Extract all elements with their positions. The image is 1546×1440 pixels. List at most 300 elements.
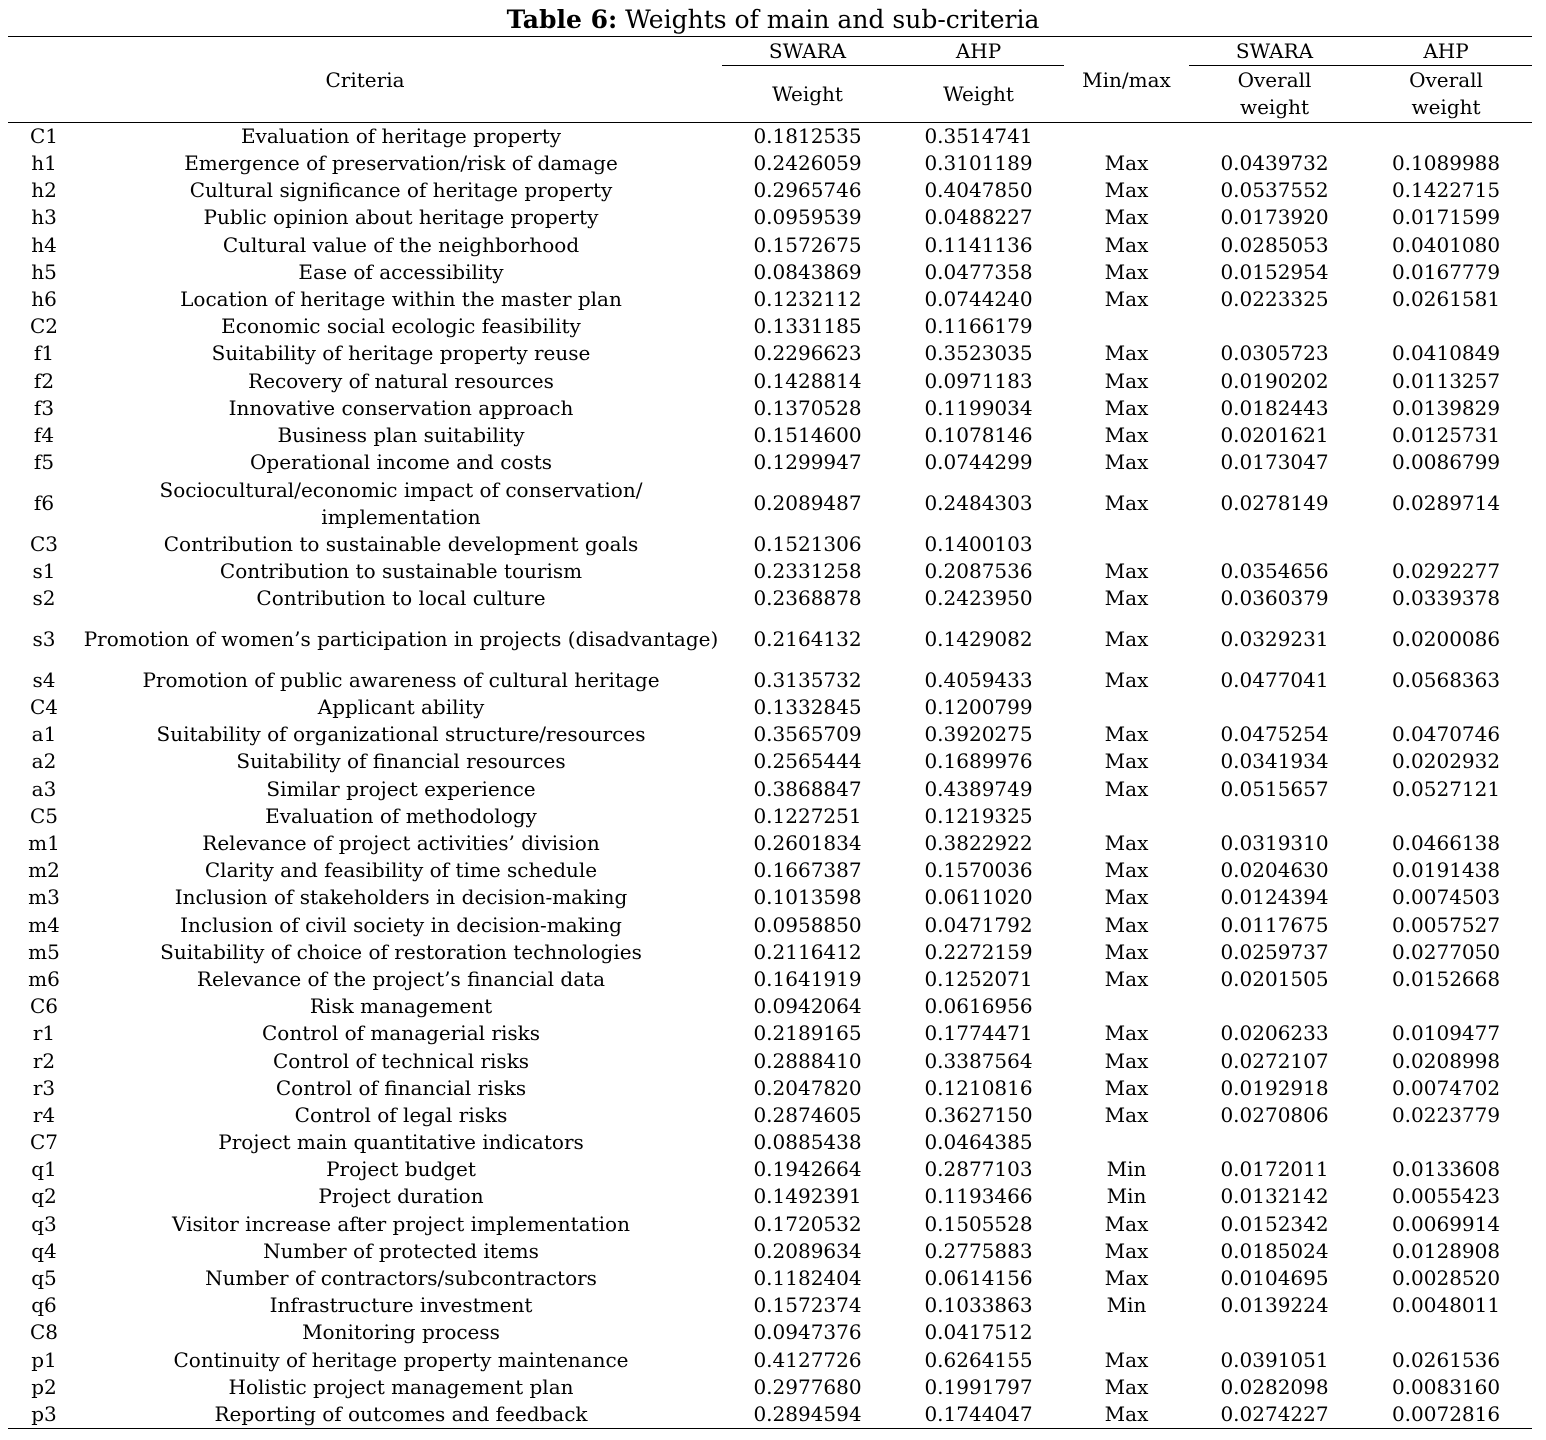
minmax-cell: Max — [1104, 1347, 1149, 1372]
swara-weight-cell: 0.1514600 — [753, 422, 862, 447]
table-row — [8, 1292, 1532, 1319]
row-id: m1 — [28, 831, 60, 856]
ahp-weight-header: Weight — [943, 81, 1014, 106]
criteria-cell: Cultural significance of heritage property — [189, 178, 613, 203]
ahp-header: AHP — [893, 37, 1064, 66]
minmax-cell: Max — [1104, 966, 1149, 991]
swara-weight-cell: 0.2965746 — [753, 178, 862, 203]
ahp-weight-cell: 0.1400103 — [924, 531, 1033, 556]
minmax-cell: Max — [1104, 667, 1149, 692]
table-caption — [0, 4, 1546, 36]
criteria-cell: Risk management — [309, 994, 493, 1019]
swara-overall-cell: 0.0139224 — [1220, 1293, 1329, 1318]
ahp-overall-cell: 0.1422715 — [1391, 178, 1501, 203]
row-id: a1 — [31, 722, 57, 747]
row-id: s3 — [32, 627, 56, 652]
ahp-weight-cell: 0.1193466 — [924, 1184, 1033, 1209]
ahp-overall-cell: 0.0277050 — [1391, 939, 1501, 964]
ahp-weight-cell: 0.1505528 — [924, 1211, 1033, 1236]
swara-weight-cell: 0.0959539 — [753, 205, 862, 230]
ahp-overall-cell: 0.0466138 — [1391, 831, 1501, 856]
swara-overall-cell: 0.0439732 — [1220, 151, 1329, 176]
swara-overall-cell — [1189, 531, 1360, 558]
ahp-weight-cell: 0.0744299 — [924, 450, 1033, 475]
ahp-weight-cell: 0.4047850 — [924, 178, 1033, 203]
swara-overall-cell: 0.0104695 — [1220, 1266, 1329, 1291]
minmax-cell: Max — [1104, 341, 1149, 366]
row-id: C7 — [29, 1130, 59, 1155]
table-row — [8, 612, 1532, 667]
table-row — [8, 150, 1532, 177]
table-row — [8, 395, 1532, 422]
minmax-cell — [1064, 531, 1189, 558]
table-row — [8, 1319, 1532, 1346]
criteria-cell: Contribution to local culture — [256, 586, 546, 611]
row-id: r2 — [32, 1048, 56, 1073]
ahp-overall-cell: 0.0125731 — [1391, 422, 1501, 447]
swara-weight-cell: 0.2116412 — [753, 939, 862, 964]
row-id: h6 — [31, 287, 57, 312]
criteria-cell: Clarity and feasibility of time schedule — [204, 858, 598, 883]
swara-overall-cell: 0.0391051 — [1220, 1347, 1329, 1372]
minmax-cell: Max — [1104, 776, 1149, 801]
ahp-overall-cell: 0.0261581 — [1391, 287, 1501, 312]
row-id: r4 — [32, 1102, 56, 1127]
ahp-overall-cell: 0.0292277 — [1391, 559, 1501, 584]
ahp-overall-cell: 0.0113257 — [1391, 368, 1501, 393]
swara-overall-cell — [1189, 1319, 1360, 1346]
table-row — [8, 1347, 1532, 1374]
swara-overall-cell: 0.0223325 — [1220, 287, 1329, 312]
minmax-cell: Max — [1104, 1075, 1149, 1100]
ahp-weight-cell: 0.6264155 — [924, 1347, 1033, 1372]
criteria-header: Criteria — [325, 67, 405, 92]
ahp-weight-cell: 0.3514741 — [924, 124, 1033, 148]
row-id: f5 — [33, 450, 55, 475]
ahp-weight-cell: 0.0417512 — [924, 1320, 1033, 1345]
table-row — [8, 776, 1532, 803]
swara-overall-cell: 0.0192918 — [1220, 1075, 1329, 1100]
swara-weight-cell: 0.1812535 — [753, 124, 862, 148]
swara-weight-cell: 0.1232112 — [753, 287, 862, 312]
minmax-cell: Max — [1104, 749, 1149, 774]
minmax-cell: Max — [1104, 450, 1149, 475]
minmax-cell: Max — [1104, 178, 1149, 203]
swara-overall-cell: 0.0190202 — [1220, 368, 1329, 393]
table-row — [8, 857, 1532, 884]
table-row — [8, 177, 1532, 204]
table-row — [8, 1265, 1532, 1292]
criteria-cell: Relevance of project activities’ division — [202, 831, 600, 856]
minmax-cell: Max — [1104, 939, 1149, 964]
table-row — [8, 1102, 1532, 1129]
swara-overall-cell: 0.0360379 — [1220, 586, 1329, 611]
swara-weight-cell: 0.3135732 — [753, 667, 862, 692]
criteria-cell: Project duration — [318, 1184, 484, 1209]
swara-overall-cell — [1189, 803, 1360, 830]
row-id: a3 — [31, 776, 57, 801]
ahp-weight-cell: 0.2272159 — [924, 939, 1033, 964]
criteria-cell: Evaluation of methodology — [265, 803, 537, 828]
table-row — [8, 476, 1532, 531]
ahp-weight-cell: 0.1252071 — [924, 966, 1033, 991]
ahp-overall-cell: 0.0083160 — [1391, 1374, 1501, 1399]
ahp-weight-cell: 0.2423950 — [924, 586, 1033, 611]
criteria-cell: Number of contractors/subcontractors — [205, 1266, 597, 1291]
minmax-cell — [1064, 313, 1189, 340]
minmax-cell: Min — [1106, 1184, 1147, 1209]
minmax-cell: Max — [1104, 912, 1149, 937]
table-row — [8, 259, 1532, 286]
swara-overall-cell: 0.0259737 — [1220, 939, 1329, 964]
ahp-weight-cell: 0.0611020 — [924, 885, 1033, 910]
table-row — [8, 1401, 1532, 1429]
ahp-weight-cell: 0.0477358 — [924, 259, 1033, 284]
minmax-cell: Max — [1104, 287, 1149, 312]
minmax-cell: Min — [1106, 1157, 1147, 1182]
row-id: m5 — [28, 939, 60, 964]
criteria-cell: Similar project experience — [266, 776, 536, 801]
criteria-cell: Control of managerial risks — [262, 1021, 540, 1046]
criteria-cell: Continuity of heritage property maintenance — [173, 1347, 629, 1372]
ahp-weight-cell: 0.3920275 — [924, 722, 1033, 747]
row-id: q6 — [31, 1293, 57, 1318]
table-row — [8, 286, 1532, 313]
swara-overall-header: Overall weight — [1237, 68, 1312, 119]
caption-text: Weights of main and sub-criteria — [617, 5, 1040, 34]
row-id: s1 — [32, 559, 56, 584]
table-row — [8, 1374, 1532, 1401]
ahp-weight-cell: 0.0744240 — [924, 287, 1033, 312]
row-id: f2 — [33, 368, 55, 393]
ahp-overall-cell: 0.0208998 — [1391, 1048, 1501, 1073]
criteria-cell: Contribution to sustainable development goals — [163, 531, 639, 556]
swara-overall-cell: 0.0152342 — [1220, 1211, 1329, 1236]
ahp-overall-cell: 0.0139829 — [1391, 395, 1501, 420]
swara-weight-cell: 0.2894594 — [753, 1401, 862, 1426]
criteria-cell: Location of heritage within the master plan — [180, 287, 622, 312]
criteria-cell: Ease of accessibility — [298, 259, 504, 284]
minmax-cell: Max — [1104, 1021, 1149, 1046]
criteria-cell: Number of protected items — [263, 1238, 539, 1263]
row-id: m3 — [28, 885, 60, 910]
ahp-overall-cell: 0.0527121 — [1391, 776, 1501, 801]
ahp-overall-cell: 0.0261536 — [1391, 1347, 1501, 1372]
minmax-cell: Max — [1104, 885, 1149, 910]
criteria-cell: Public opinion about heritage property — [203, 205, 599, 230]
criteria-cell: Suitability of choice of restoration technologies — [160, 939, 642, 964]
row-id: q4 — [31, 1238, 57, 1263]
swara-overall-cell: 0.0182443 — [1220, 395, 1329, 420]
criteria-cell: Cultural value of the neighborhood — [222, 232, 580, 257]
row-id: C3 — [29, 531, 59, 556]
ahp-weight-cell: 0.1078146 — [924, 422, 1033, 447]
swara-weight-cell: 0.0843869 — [753, 259, 862, 284]
ahp-weight-cell: 0.1774471 — [924, 1021, 1033, 1046]
swara-weight-cell: 0.0947376 — [753, 1320, 862, 1345]
table-body — [8, 123, 1532, 1429]
criteria-cell: Emergence of preservation/risk of damage — [184, 151, 618, 176]
swara-weight-cell: 0.2089487 — [753, 491, 862, 515]
row-id: p1 — [31, 1347, 57, 1372]
swara-weight-cell: 0.2874605 — [753, 1102, 862, 1127]
ahp-overall-cell: 0.0128908 — [1391, 1238, 1501, 1263]
ahp-overall-cell: 0.1089988 — [1391, 151, 1501, 176]
ahp-overall-cell: 0.0086799 — [1391, 450, 1501, 475]
criteria-cell: Suitability of heritage property reuse — [211, 341, 591, 366]
minmax-cell: Max — [1104, 232, 1149, 257]
swara-overall-cell — [1189, 313, 1360, 340]
swara-overall-cell: 0.0185024 — [1220, 1238, 1329, 1263]
swara-overall-cell: 0.0319310 — [1220, 831, 1329, 856]
criteria-cell: Relevance of the project’s financial data — [196, 966, 606, 991]
minmax-cell — [1064, 694, 1189, 721]
ahp-overall-cell: 0.0200086 — [1391, 627, 1501, 652]
swara-overall-cell: 0.0132142 — [1220, 1184, 1329, 1209]
criteria-cell: Sociocultural/economic impact of conservation/ implementation — [159, 477, 643, 529]
ahp-overall-cell: 0.0289714 — [1391, 491, 1501, 515]
swara-weight-cell: 0.0885438 — [753, 1130, 862, 1155]
minmax-cell: Max — [1104, 1048, 1149, 1073]
weights-table — [8, 36, 1532, 1429]
row-id: f3 — [33, 395, 55, 420]
table-row — [8, 531, 1532, 558]
minmax-cell: Max — [1104, 1102, 1149, 1127]
swara-weight-cell: 0.1428814 — [753, 368, 862, 393]
swara-overall-cell: 0.0515657 — [1220, 776, 1329, 801]
row-id: s4 — [32, 667, 56, 692]
criteria-cell: Project budget — [326, 1157, 476, 1182]
criteria-cell: Infrastructure investment — [269, 1293, 533, 1318]
ahp-overall-cell: 0.0410849 — [1391, 341, 1501, 366]
swara-weight-cell: 0.1667387 — [753, 858, 862, 883]
ahp-overall-cell: 0.0202932 — [1391, 749, 1501, 774]
minmax-cell: Max — [1104, 205, 1149, 230]
ahp-weight-cell: 0.2877103 — [924, 1157, 1033, 1182]
swara-overall-cell: 0.0173920 — [1220, 205, 1329, 230]
swara-weight-cell: 0.2426059 — [753, 151, 862, 176]
ahp-weight-cell: 0.1141136 — [924, 232, 1033, 257]
minmax-cell: Max — [1104, 627, 1149, 652]
table-row — [8, 748, 1532, 775]
row-id: f1 — [33, 341, 55, 366]
table-row — [8, 340, 1532, 367]
ahp-weight-cell: 0.0464385 — [924, 1130, 1033, 1155]
criteria-cell: Economic social ecologic feasibility — [221, 314, 581, 339]
criteria-cell: Innovative conservation approach — [228, 395, 574, 420]
table-row — [8, 721, 1532, 748]
table-row — [8, 830, 1532, 857]
criteria-cell: Business plan suitability — [277, 422, 525, 447]
swara-weight-cell: 0.3868847 — [753, 776, 862, 801]
criteria-cell: Applicant ability — [317, 695, 485, 720]
ahp-weight-cell: 0.3627150 — [924, 1102, 1033, 1127]
table-row — [8, 123, 1532, 151]
table-row — [8, 204, 1532, 231]
swara-overall-cell — [1189, 694, 1360, 721]
table-row — [8, 368, 1532, 395]
criteria-cell: Contribution to sustainable tourism — [219, 559, 583, 584]
ahp-overall-cell — [1360, 803, 1532, 830]
swara-weight-cell: 0.2368878 — [753, 586, 862, 611]
swara-weight-cell: 0.1332845 — [753, 695, 862, 720]
row-id: r3 — [32, 1075, 56, 1100]
row-id: f4 — [33, 422, 55, 447]
criteria-cell: Holistic project management plan — [228, 1374, 574, 1399]
criteria-cell: Inclusion of civil society in decision-making — [180, 912, 622, 937]
minmax-cell: Min — [1106, 1293, 1147, 1318]
row-id: h1 — [31, 151, 57, 176]
swara-weight-cell: 0.2296623 — [753, 341, 862, 366]
swara-weight-cell: 0.1641919 — [753, 966, 862, 991]
ahp-weight-cell: 0.4059433 — [924, 667, 1033, 692]
ahp-weight-cell: 0.3387564 — [924, 1048, 1033, 1073]
row-id: C1 — [29, 124, 59, 148]
swara-weight-cell: 0.2164132 — [753, 627, 862, 652]
row-id: C5 — [29, 803, 59, 828]
swara-overall-cell: 0.0201621 — [1220, 422, 1329, 447]
ahp-weight-cell: 0.1744047 — [924, 1401, 1033, 1426]
criteria-cell: Recovery of natural resources — [248, 368, 554, 393]
swara-weight-cell: 0.2189165 — [753, 1021, 862, 1046]
row-id: p2 — [31, 1374, 57, 1399]
minmax-cell: Max — [1104, 491, 1149, 515]
table-row — [8, 313, 1532, 340]
ahp-overall-cell: 0.0057527 — [1391, 912, 1501, 937]
swara-weight-cell: 0.1521306 — [753, 531, 862, 556]
row-id: q3 — [31, 1211, 57, 1236]
minmax-cell: Max — [1104, 1374, 1149, 1399]
swara-overall-cell: 0.0475254 — [1220, 722, 1329, 747]
swara-overall-cell: 0.0152954 — [1220, 259, 1329, 284]
ahp-overall-cell: 0.0069914 — [1391, 1211, 1501, 1236]
table-row — [8, 884, 1532, 911]
table-row — [8, 1238, 1532, 1265]
row-id: m4 — [28, 912, 60, 937]
swara-weight-cell: 0.1572675 — [753, 232, 862, 257]
minmax-cell — [1064, 123, 1189, 151]
swara-overall-cell: 0.0173047 — [1220, 450, 1329, 475]
row-id: h2 — [31, 178, 57, 203]
ahp-overall-cell: 0.0028520 — [1391, 1266, 1501, 1291]
header-row-1 — [8, 37, 1532, 66]
ahp-weight-cell: 0.4389749 — [924, 776, 1033, 801]
swara-overall-cell: 0.0270806 — [1220, 1102, 1329, 1127]
minmax-cell: Max — [1104, 1266, 1149, 1291]
ahp-overall-cell: 0.0133608 — [1391, 1157, 1501, 1182]
minmax-cell — [1064, 993, 1189, 1020]
ahp-weight-cell: 0.1429082 — [924, 627, 1033, 652]
swara-overall-cell — [1189, 1129, 1360, 1156]
minmax-cell: Max — [1104, 368, 1149, 393]
table-row — [8, 585, 1532, 612]
ahp-overall-cell: 0.0401080 — [1391, 232, 1501, 257]
ahp-overall-cell: 0.0470746 — [1391, 722, 1501, 747]
ahp-overall-cell — [1360, 313, 1532, 340]
ahp-weight-cell: 0.0488227 — [924, 205, 1033, 230]
ahp-overall-cell: 0.0568363 — [1391, 667, 1501, 692]
table-row — [8, 966, 1532, 993]
row-id: C2 — [29, 314, 59, 339]
ahp-overall-cell — [1360, 694, 1532, 721]
table-row — [8, 422, 1532, 449]
minmax-cell: Max — [1104, 559, 1149, 584]
ahp-weight-cell: 0.1570036 — [924, 858, 1033, 883]
ahp-overall-cell — [1360, 993, 1532, 1020]
row-id: C4 — [29, 695, 59, 720]
ahp-overall-cell — [1360, 1319, 1532, 1346]
ahp-overall-cell: 0.0171599 — [1391, 205, 1501, 230]
criteria-cell: Control of technical risks — [272, 1048, 530, 1073]
swara-weight-cell: 0.2977680 — [753, 1374, 862, 1399]
caption-label: Table 6: — [506, 5, 618, 34]
swara-weight-header: Weight — [772, 81, 843, 106]
criteria-cell: Control of legal risks — [294, 1102, 508, 1127]
ahp-overall-cell: 0.0055423 — [1391, 1184, 1501, 1209]
ahp-weight-cell: 0.2484303 — [924, 491, 1033, 515]
swara-overall-cell: 0.0305723 — [1220, 341, 1329, 366]
swara-overall-cell: 0.0117675 — [1220, 912, 1329, 937]
swara-overall-cell: 0.0274227 — [1220, 1401, 1329, 1426]
table-row — [8, 1075, 1532, 1102]
criteria-cell: Promotion of public awareness of cultural heritage — [142, 667, 660, 692]
ahp-weight-cell: 0.3822922 — [924, 831, 1033, 856]
swara-weight-cell: 0.1572374 — [753, 1293, 862, 1318]
table-row — [8, 1047, 1532, 1074]
criteria-cell: Project main quantitative indicators — [218, 1130, 584, 1155]
ahp-overall-cell — [1360, 1129, 1532, 1156]
ahp-overall-header: Overall weight — [1409, 68, 1483, 119]
row-id: m6 — [28, 966, 60, 991]
ahp-weight-cell: 0.1219325 — [924, 803, 1033, 828]
swara-weight-cell: 0.4127726 — [753, 1347, 862, 1372]
ahp-weight-cell: 0.0616956 — [924, 994, 1033, 1019]
ahp-weight-cell: 0.0971183 — [924, 368, 1033, 393]
swara-weight-cell: 0.2888410 — [753, 1048, 862, 1073]
ahp-weight-cell: 0.2087536 — [924, 559, 1033, 584]
swara-weight-cell: 0.1227251 — [753, 803, 862, 828]
table-row — [8, 558, 1532, 585]
minmax-cell — [1064, 1319, 1189, 1346]
criteria-cell: Suitability of organizational structure/resources — [156, 722, 646, 747]
criteria-cell: Reporting of outcomes and feedback — [214, 1401, 588, 1426]
swara-overall-group-header: SWARA — [1189, 37, 1360, 66]
row-id: C6 — [29, 994, 59, 1019]
swara-weight-cell: 0.1720532 — [753, 1211, 862, 1236]
table-row — [8, 232, 1532, 259]
row-id: q2 — [31, 1184, 57, 1209]
minmax-cell — [1064, 803, 1189, 830]
ahp-overall-cell: 0.0048011 — [1391, 1293, 1501, 1318]
table-row — [8, 803, 1532, 830]
criteria-cell: Suitability of financial resources — [236, 749, 566, 774]
criteria-cell: Evaluation of heritage property — [240, 124, 562, 148]
swara-overall-cell: 0.0201505 — [1220, 966, 1329, 991]
swara-weight-cell: 0.3565709 — [753, 722, 862, 747]
swara-weight-cell: 0.1492391 — [753, 1184, 862, 1209]
ahp-weight-cell: 0.2775883 — [924, 1238, 1033, 1263]
row-id: C8 — [29, 1320, 59, 1345]
minmax-cell: Max — [1104, 151, 1149, 176]
swara-weight-cell: 0.1942664 — [753, 1157, 862, 1182]
criteria-cell: Visitor increase after project implementation — [172, 1211, 630, 1236]
ahp-overall-cell: 0.0072816 — [1391, 1401, 1501, 1426]
swara-overall-cell: 0.0282098 — [1220, 1374, 1329, 1399]
row-id: r1 — [32, 1021, 56, 1046]
swara-overall-cell: 0.0341934 — [1220, 749, 1329, 774]
table-row — [8, 939, 1532, 966]
ahp-weight-cell: 0.1200799 — [924, 695, 1033, 720]
